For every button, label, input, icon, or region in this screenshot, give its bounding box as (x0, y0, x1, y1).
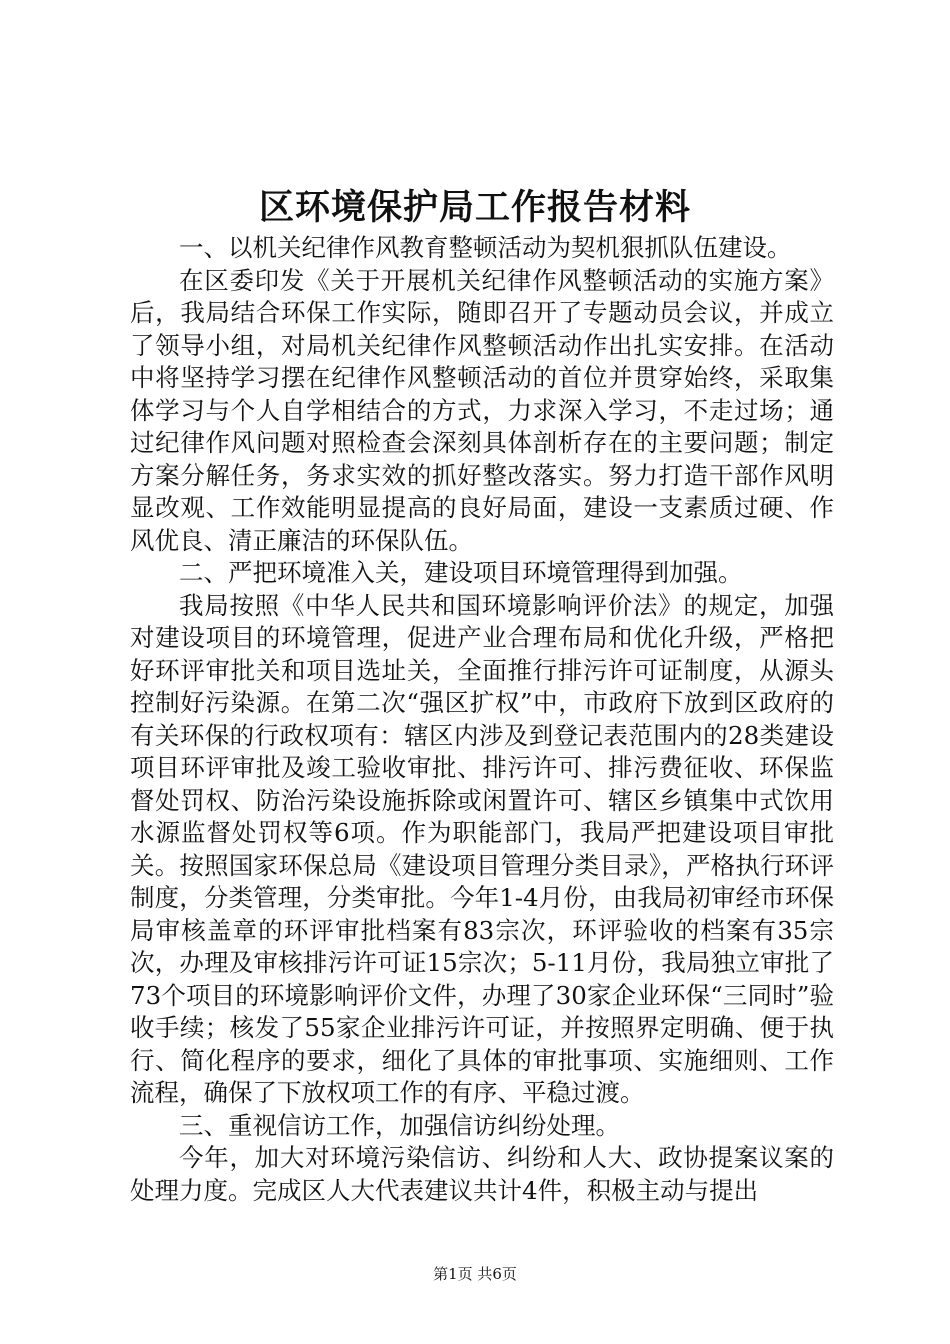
section-heading-1: 一、以机关纪律作风教育整顿活动为契机狠抓队伍建设。 (179, 233, 792, 262)
page-footer: 第1页 共6页 (433, 1265, 517, 1283)
document-body (130, 232, 834, 1207)
paragraph-2: 我局按照《中华人民共和国环境影响评价法》的规定，加强对建设项目的环境管理，促进产业合理布局和优化升级，严格把好环评审批关和项目选址关，全面推行排污许可证制度，从源头控制好污染源。在第二次“强区扩权”中，市政府下放到区政府的有关环保的行政权项有：辖区内涉及到登记表范围内的28类建设项目环评审批及竣工验收审批、排污许可、排污费征收、环保监督处罚权、防治污染设施拆除或闲置许可、辖区乡镇集中式饮用水源监督处罚权等6项。作为职能部门，我局严把建设项目审批关。按照国家环保总局《建设项目管理分类目录》，严格执行环评制度，分类管理，分类审批。今年1-4月份，由我局初审经市环保局审核盖章的环评审批档案有83宗次，环评验收的档案有35宗次，办理及审核排污许可证15宗次；5-11月份，我局独立审批了73个项目的环境影响评价文件，办理了30家企业环保“三同时”验收手续；核发了55家企业排污许可证，并按照界定明确、便于执行、简化程序的要求，细化了具体的审批事项、实施细则、工作流程，确保了下放权项工作的有序、平稳过渡。 (130, 590, 834, 1107)
section-heading-2: 二、严把环境准入关，建设项目环境管理得到加强。 (179, 558, 743, 587)
paragraph-1: 在区委印发《关于开展机关纪律作风整顿活动的实施方案》后，我局结合环保工作实际，随即召开了专题动员会议，并成立了领导小组，对局机关纪律作风整顿活动作出扎实安排。在活动中将坚持学习摆在纪律作风整顿活动的首位并贯穿始终，采取集体学习与个人自学相结合的方式，力求深入学习，不走过场；通过纪律作风问题对照检查会深刻具体剖析存在的主要问题；制定方案分解任务，务求实效的抓好整改落实。努力打造干部作风明显改观、工作效能明显提高的良好局面，建设一支素质过硬、作风优良、清正廉洁的环保队伍。 (130, 265, 834, 555)
document-title: 区环境保护局工作报告材料 (258, 187, 691, 228)
paragraph-3: 今年，加大对环境污染信访、纠纷和人大、政协提案议案的处理力度。完成区人大代表建议共计4件，积极主动与提出 (130, 1143, 834, 1205)
section-heading-3: 三、重视信访工作，加强信访纠纷处理。 (179, 1110, 620, 1140)
